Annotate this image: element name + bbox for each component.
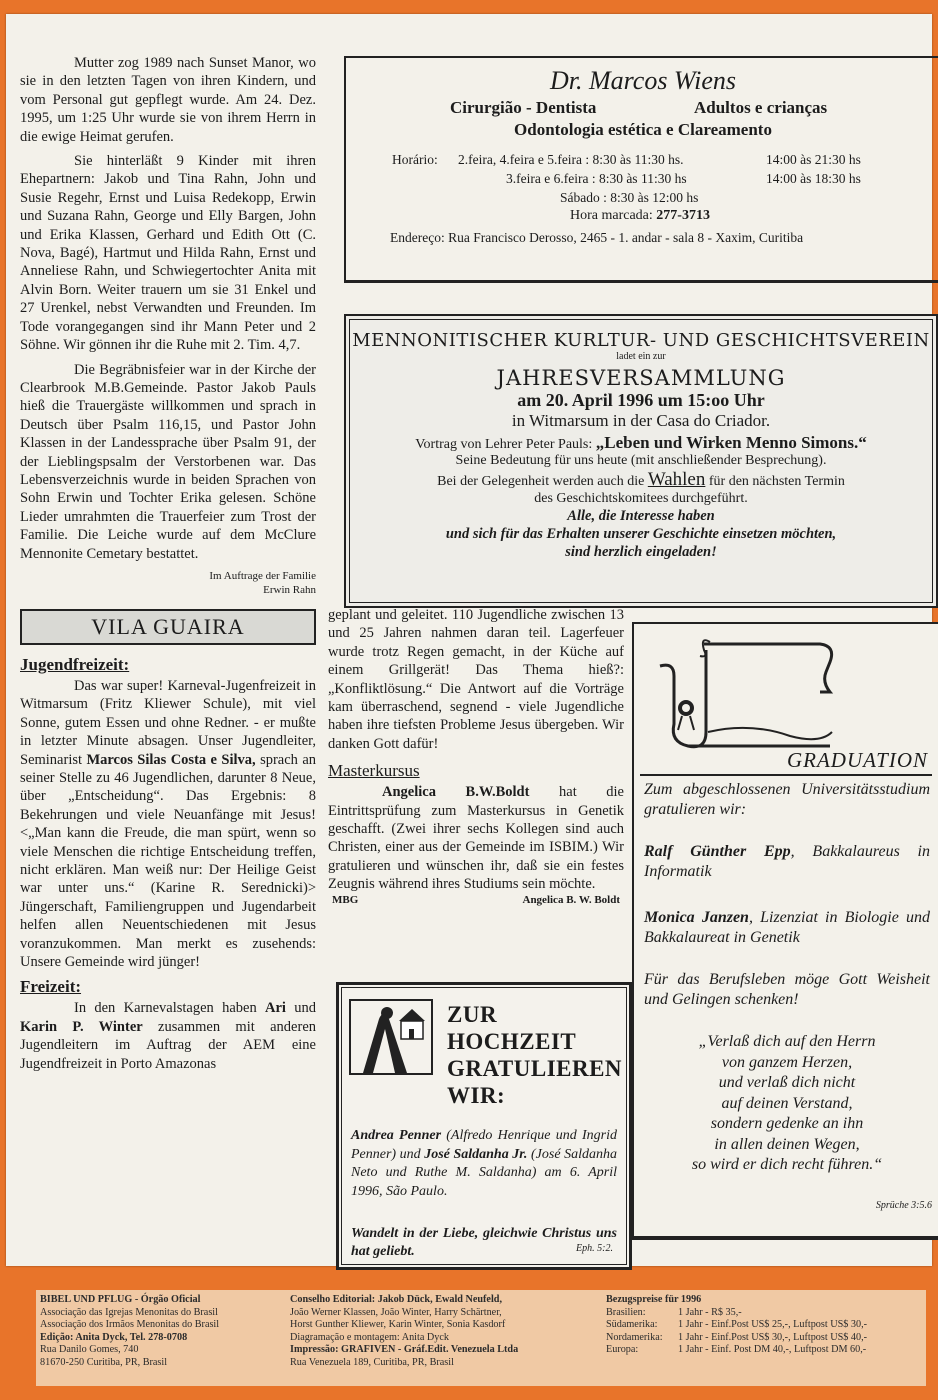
- masterkursus-signature: MBG Angelica B. W. Boldt: [332, 893, 620, 906]
- graduation-wish: Für das Berufsleben möge Gott Weisheit und Gelingen schenken!: [644, 971, 930, 1008]
- graduation-title-rule: [640, 774, 932, 776]
- dentist-patients: Adultos e crianças: [694, 98, 828, 117]
- left-column: [20, 54, 316, 1079]
- verein-elections: Bei der Gelegenheit werden auch die Wahlen für den nächsten Termin: [437, 469, 845, 490]
- dentist-specialty: Cirurgião - Dentista: [450, 98, 597, 117]
- dentist-hours: Horário: 2.feira, 4.feira e 5.feira : 8:30 às 11:30 hs. 14:00 às 21:30 hs 3.feira e 6.feira : 8:30 às 11:30 hs 14:00 às 18:30 hs Sábado : 8:30 às 12:00 hs Hora marcada: 277-3713 Endereço: Rua Francisco Derosso, 2465 - 1. andar - sala 8 - Xaxim, Curitiba: [390, 152, 861, 245]
- masterkursus-paragraph: Angelica B.W.Boldt hat die Eintrittsprüfung zum Masterkursus in Genetik geschafft. (Zwei ihrer sechs Kollegen sind auch Christen, einer aus der Gemeinde im ISBIM.) Wir gratulieren und wünschen ihr, daß sie ein festes Zeugnis während ihres Studiums sein möchte.: [328, 784, 624, 893]
- dentist-services: Odontologia estética e Clareamento: [514, 120, 772, 139]
- footer-editorial: Conselho Editorial: Jakob Dück, Ewald Neufeld, João Werner Klassen, João Winter, Harry Schärtner, Horst Gunther Kliewer, Karin Winter, Sonia Kasdorf Diagramação e montagem: Anita Dyck Impressão: GRAFIVEN - Gráf.Edit. Venezuela Ltda Rua Venezuela 189, Curitiba, PR, Brasil: [290, 1294, 519, 1368]
- verein-talk: Vortrag von Lehrer Peter Pauls: „Leben und Wirken Menno Simons.“: [415, 433, 867, 452]
- verein-event: JAHRESVERSAMMLUNG: [496, 366, 786, 390]
- graduation-title: GRADUATION: [786, 748, 928, 772]
- verein-meaning: Seine Bedeutung für uns heute (mit anschließender Besprechung).: [455, 453, 827, 468]
- verein-invites: ladet ein zur: [616, 351, 666, 362]
- graduation-box: [632, 622, 938, 1240]
- footer-publisher: BIBEL UND PFLUG - Órgão Oficial Associação das Igrejas Menonitas do Brasil Associação dos Irmãos Menonitas do Brasil Edição: Anita Dyck, Tel. 278-0708 Rua Danilo Gomes, 740 81670-250 Curitiba, PR, Brasil: [40, 1294, 220, 1368]
- freizeit-paragraph: In den Karnevalstagen haben Ari und Karin P. Winter zusammen mit anderen Jugendleitern im Auftrag der AEM eine Jugendfreizeit in Porto Amazonas: [20, 1000, 317, 1072]
- wedding-verse-ref: Eph. 5:2.: [576, 1243, 613, 1254]
- verein-place: in Witmarsum in der Casa do Criador.: [511, 411, 771, 430]
- wedding-illustration-icon: [349, 999, 433, 1075]
- heading-freizeit: Freizeit:: [20, 977, 82, 997]
- middle-column: [328, 606, 624, 908]
- graduation-verse-ref: Sprüche 3:5.6: [875, 1200, 932, 1211]
- graduate-1: Ralf Günther Epp, Bakkalaureus in Informatik: [644, 843, 930, 880]
- middle-paragraph-1: geplant und geleitet. 110 Jugendliche zwischen 13 und 25 Jahren nahmen daran teil. Lagerfeuer wurde trotz Regen gemacht, in der Küche auf einem Grillgerät! Das Thema hieß?: „Konfliktlösung.“ Die Antwort auf die Vorträge kam überraschend, segnend - viele Jugendliche haben ihre tiefsten Probleme Jesus übergeben. Wir danken Gott dafür!: [328, 607, 624, 752]
- wedding-couple: Andrea Penner (Alfredo Henrique und Ingrid Penner) und José Saldanha Jr. (José Saldanha Neto und Ruthe M. Saldanha) am 6. April 1996, São Paulo.: [351, 1128, 617, 1199]
- obituary-paragraph-3: Die Begräbnisfeier war in der Kirche der Clearbrook M.B.Gemeinde. Pastor Jakob Pauls hieß die Trauergäste willkommen und sprach in Deutsch über Psalm 116,15, und Pastor John Klassen in der Landessprache über Psalm 91, der der Lieblingspsalm der Verstorbenen war. Das Lebensverzeichnis wurde in beiden Sprachen von Sohn Erwin und Tochter Erika gelesen. Schöne Lieder umrahmten die Trauerfeier zum Trost der Familie. Die Leiche wurde auf dem McClure Mennonite Cemetary bestattet.: [20, 361, 316, 562]
- heading-masterkursus: Masterkursus: [328, 761, 420, 781]
- obituary-paragraph-1: Mutter zog 1989 nach Sunset Manor, wo sie in den letzten Tagen von ihren Kindern, und vom Personal gut gepflegt wurde. Am 24. Dez. 1995, um 1:25 Uhr wurde sie von ihrem Herrn in die ewige Heimat gerufen.: [20, 55, 316, 145]
- newspaper-page: [6, 14, 932, 1266]
- verein-date: am 20. April 1996 um 15:oo Uhr: [517, 390, 765, 410]
- verein-invitation: Alle, die Interesse haben und sich für das Erhalten unserer Geschichte einsetzen möchten, sind herzlich eingeladen!: [445, 508, 837, 560]
- heading-jugendfreizeit: Jugendfreizeit:: [20, 654, 130, 674]
- wedding-box: [336, 982, 632, 1270]
- graduation-intro: Zum abgeschlossenen Universitätsstudium gratulieren wir:: [644, 781, 930, 818]
- diploma-icon: [640, 632, 840, 752]
- jugend-paragraph: Das war super! Karneval-Jugenfreizeit in Witmarsum (Fritz Kliewer Schule), mit viel Sonne, gutem Essen und ohne Redner. - er mußte in letzter Minute absagen. Unser Jugendleiter, Seminarist Marcos Silas Costa e Silva, sprach an seiner Stelle zu 46 Jugendlichen, darunter 8 Neue, über „Entscheidung“. Das Ergebnis: 8 Bekehrungen und viele Neuanfänge mit Jesus! <„Man kann die Freude, die man spürt, wenn so viele Menschen die richtige Entscheidung treffen, nicht erklären. Man weiß nur: Der Heilige Geist war unter uns.“ (Karine R. Serednicki)> Jüngerschaft, Familiengruppen und Jugendarbeit helfen allen Neuentschiedenen mit Jesus voranzukommen. Man merkt es zusehends: Unsere Gemeinde wird jünger!: [20, 677, 317, 971]
- verein-title: MENNONITISCHER KURLTUR- UND GESCHICHTSVEREIN: [352, 330, 930, 351]
- footer-prices: Bezugspreise für 1996 Brasilien: Südamerika: Nordamerika: Europa: 1 Jahr - R$ 35,- 1 Jahr - Einf.Post US$ 25,-, Luftpost US$ 30,- 1 Jahr - Einf.Post US$ 30,-, Luftpost US$ 40,- 1 Jahr - Einf. Post DM 40,-, Luftpost DM 60,-: [606, 1294, 868, 1356]
- wedding-title: ZUR HOCHZEIT GRATULIEREN WIR:: [447, 1002, 623, 1108]
- verein-ad: MENNONITISCHER KURLTUR- UND GESCHICHTSVEREIN ladet ein zur JAHRESVERSAMMLUNG am 20. April 1996 um 15:oo Uhr in Witmarsum in der Casa do Criador. Vortrag von Lehrer Peter Pauls: „Leben und Wirken Menno Simons.“ Seine Bedeutung für uns heute (mit anschließender Besprechung). Bei der Gelegenheit werden auch die Wahlen für den nächsten Termin des Geschichtskomitees durchgeführt. Alle, die Interesse haben und sich für das Erhalten unserer Geschichte einsetzen möchten, sind herzlich eingeladen!: [344, 314, 938, 608]
- section-banner-vila-guaira: VILA GUAIRA: [20, 609, 316, 645]
- wedding-verse: Wandelt in der Liebe, gleichwie Christus uns hat geliebt.: [351, 1226, 617, 1259]
- dentist-ad: [344, 56, 938, 283]
- obituary-signature: Im Auftrage der Familie Erwin Rahn: [209, 569, 316, 596]
- graduate-2: Monica Janzen, Lizenziat in Biologie und Bakkalaureat in Genetik: [644, 909, 930, 946]
- dentist-name: Dr. Marcos Wiens: [549, 66, 737, 95]
- obituary-paragraph-2: Sie hinterläßt 9 Kinder mit ihren Ehepartnern: Jakob und Tina Rahn, John und Susie Regehr, Ernst und Luisa Redekopp, Erwin und Suzana Rahn, George und Elly Bargen, John und Erika Klassen, Gerhard und Edith Ott (C. Nova, Bagé), Hartmut und Hilda Rahn, Ernst und Anneliese Rahn, und Schwiegertochter Anita mit Alvin Born. Weiter trauern um sie 31 Enkel und 27 Urenkel, nebst Verwandten und Freunden. Im Tode vorangegangen sind ihr Mann Peter und 2 Söhne. Wir gönnen ihr die Ruhe mit 2. Tim. 4,7.: [20, 153, 316, 354]
- graduation-verse: „Verlaß dich auf den Herrn von ganzem Herzen, und verlaß dich nicht auf deinen Verstand, sondern gedenke an ihn in allen deinen Wegen, so wird er dich recht führen.“: [691, 1033, 883, 1173]
- masthead-footer: [36, 1290, 926, 1386]
